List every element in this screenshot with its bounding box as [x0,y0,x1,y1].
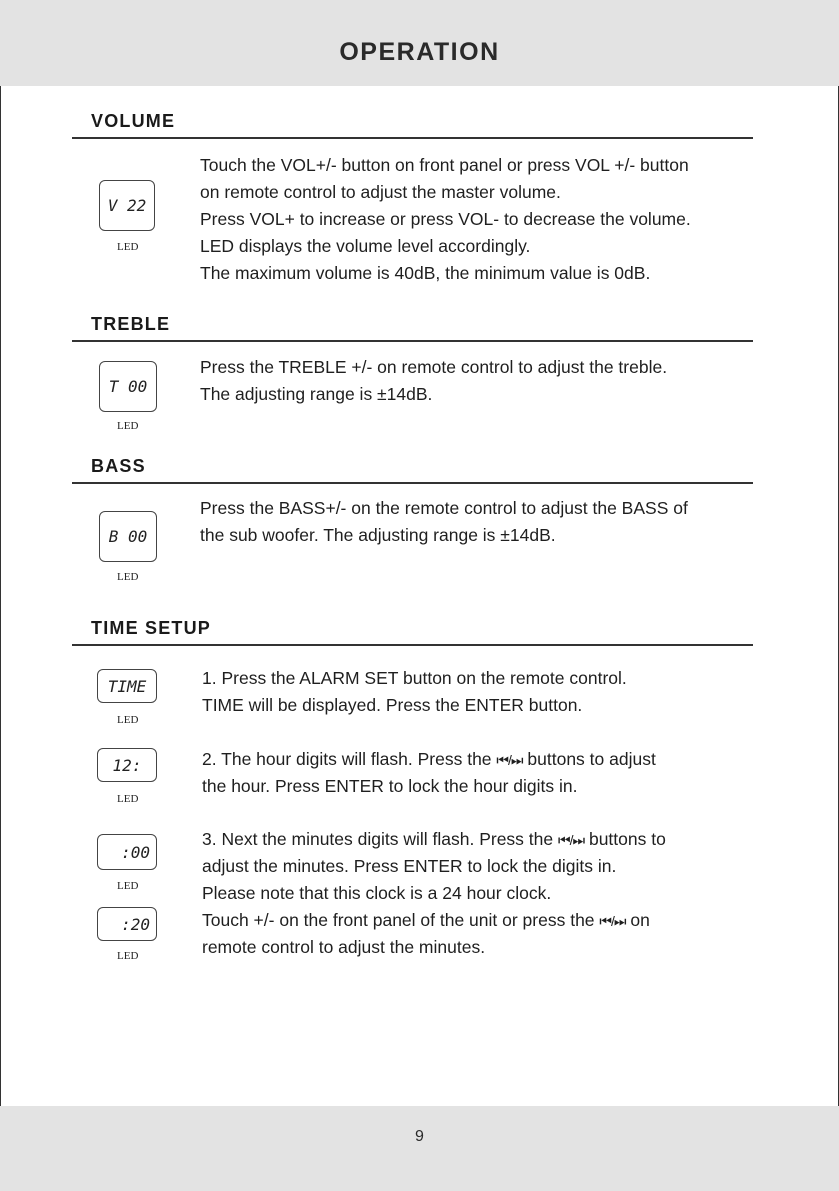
time-step-3-line-5: remote control to adjust the minutes. [202,937,486,957]
time-step-3-text-a: 3. Next the minutes digits will flash. Press the [202,829,554,849]
hour-led-display: 12: [97,748,157,782]
hour-led-caption: LED [117,793,139,805]
bass-led-caption: LED [117,571,139,583]
footer-band [0,1106,839,1191]
volume-description [200,152,691,287]
time-step-2-text-a: 2. The hour digits will flash. Press the [202,749,492,769]
treble-description [200,354,667,408]
time-step-2-text-b: buttons to adjust [527,749,656,769]
time-step-3-text-b: buttons to [588,829,666,849]
bass-heading: BASS [91,456,146,476]
time-step-3-text-c: Touch +/- on the front panel of the unit or press the [202,910,595,930]
time-step-2-line-2: the hour. Press ENTER to lock the hour digits in. [202,776,578,796]
volume-line-2: on remote control to adjust the master volume. [200,182,561,202]
time-led-display: TIME [97,669,157,703]
volume-led-caption: LED [117,241,139,253]
time-setup-divider [72,644,753,646]
volume-led-display: V 22 [99,180,155,231]
time-step-1-line-2: TIME will be displayed. Press the ENTER button. [202,695,583,715]
time-step-3-line-2: adjust the minutes. Press ENTER to lock the digits in. [202,856,617,876]
time-step-1 [202,665,627,719]
bass-divider [72,482,753,484]
treble-led-caption: LED [117,420,139,432]
time-step-3-line-1 [202,826,666,853]
treble-divider [72,340,753,342]
treble-line-1: Press the TREBLE +/- on remote control to adjust the treble. [200,357,668,377]
time-step-3 [202,826,666,961]
minutes-led-caption: LED [117,880,139,892]
skip-prev-next-icon: ⏮/⏭ [496,752,523,768]
time-step-3-text-d: on [630,910,650,930]
time-setup-heading: TIME SETUP [91,618,212,638]
page-title: OPERATION [339,38,500,66]
volume-line-1: Touch the VOL+/- button on front panel or press VOL +/- button [200,155,689,175]
skip-prev-next-icon: ⏮/⏭ [599,913,626,929]
page-number: 9 [415,1128,424,1145]
time-led-caption: LED [117,714,139,726]
skip-prev-next-icon: ⏮/⏭ [558,832,585,848]
bass-line-1: Press the BASS+/- on the remote control to adjust the BASS of [200,498,688,518]
volume-line-5: The maximum volume is 40dB, the minimum value is 0dB. [200,263,651,283]
minutes-adjusted-led-caption: LED [117,950,139,962]
treble-heading: TREBLE [91,314,171,334]
time-step-2-line-1 [202,746,656,773]
minutes-led-display: :00 [97,834,157,870]
volume-divider [72,137,753,139]
minutes-adjusted-led-display: :20 [97,907,157,941]
volume-line-4: LED displays the volume level accordingly. [200,236,531,256]
time-step-1-line-1: 1. Press the ALARM SET button on the remote control. [202,668,627,688]
volume-heading: VOLUME [91,111,176,131]
time-step-3-line-4 [202,907,666,934]
time-step-3-line-3: Please note that this clock is a 24 hour clock. [202,883,552,903]
time-step-2 [202,746,656,800]
bass-description [200,495,688,549]
bass-line-2: the sub woofer. The adjusting range is ±14dB. [200,525,556,545]
volume-line-3: Press VOL+ to increase or press VOL- to decrease the volume. [200,209,691,229]
treble-line-2: The adjusting range is ±14dB. [200,384,433,404]
bass-led-display: B 00 [99,511,157,562]
treble-led-display: T 00 [99,361,157,412]
